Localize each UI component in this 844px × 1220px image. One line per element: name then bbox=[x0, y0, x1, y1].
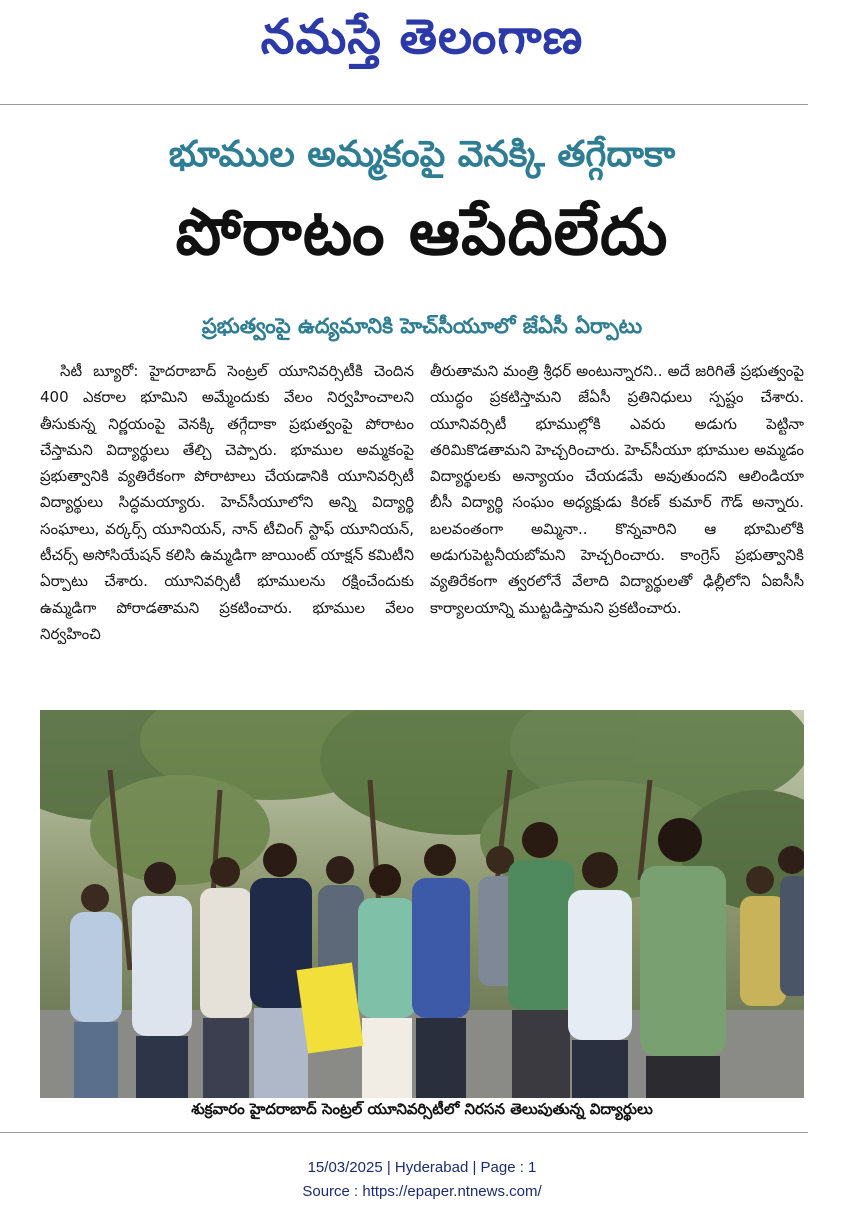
edition-info: 15/03/2025 | Hyderabad | Page : 1 bbox=[307, 1159, 537, 1176]
masthead-divider bbox=[0, 104, 808, 105]
page-footer bbox=[0, 1156, 844, 1204]
article-column-left bbox=[40, 358, 414, 694]
article-column-right bbox=[430, 358, 804, 694]
source-link[interactable]: Source : https://epaper.ntnews.com/ bbox=[302, 1183, 542, 1200]
newspaper-title: నమస్తే తెలంగాణ bbox=[260, 9, 584, 65]
footer-divider bbox=[0, 1132, 808, 1133]
article-paragraph-left: సిటీ బ్యూరో: హైదరాబాద్ సెంట్రల్ యూనివర్సిటీకి చెందిన 400 ఎకరాల భూమిని అమ్మేందుకు వేలం నిర్వహించాలని తీసుకున్న నిర్ణయంపై వెనక్కి తగ్గేదాకా ప్రభుత్వంపై పోరాటం చేస్తామని విద్యార్థులు తేల్చి చెప్పారు. భూముల అమ్మకంపై ప్రభుత్వానికి వ్యతిరేకంగా పోరాటాలు చేయడానికి యూనివర్సిటీ విద్యార్థులు సిద్ధమయ్యారు. హెచ్‌సీయూలోని అన్ని విద్యార్థి సంఘాలు, వర్కర్స్ యూనియన్, నాన్ టీచింగ్ స్టాఫ్ యూనియన్, టీచర్స్ అసోసియేషన్ కలిసి ఉమ్మడిగా జాయింట్ యాక్షన్ కమిటీని ఏర్పాటు చేశారు. యూనివర్సిటీ భూములను రక్షించేందుకు ఉమ్మడిగా పోరాడతామని ప్రకటించారు. భూముల వేలం నిర్వహించి bbox=[40, 362, 414, 643]
article-paragraph-right: తీరుతామని మంత్రి శ్రీధర్ అంటున్నారని.. అదే జరిగితే ప్రభుత్వంపై యుద్ధం ప్రకటిస్తామని జేఏసీ ప్రతినిధులు స్పష్టం చేశారు. యూనివర్సిటీ భూముల్లోకి ఎవరు అడుగు పెట్టినా తరిమికొడతామని హెచ్చరించారు. హెచ్‌సీయూ భూముల అమ్మడం విద్యార్థులకు అన్యాయం చేయడమే అవుతుందని ఆలిండియా బీసీ విద్యార్థి సంఘం అధ్యక్షుడు కిరణ్ కుమార్ గౌడ్ అన్నారు. బలవంతంగా అమ్మినా.. కొన్నవారిని ఆ భూమిలోకి అడుగుపెట్టనీయబోమని హెచ్చరించారు. కాంగ్రెస్ ప్రభుత్వానికి వ్యతిరేకంగా త్వరలోనే వేలాది విద్యార్థులతో ఢిల్లీలోని ఏఐసీసీ కార్యాలయాన్ని ముట్టడిస్తామని ప్రకటించారు. bbox=[430, 362, 804, 617]
protest-placard bbox=[296, 963, 363, 1054]
article-kicker: భూముల అమ్మకంపై వెనక్కి తగ్గేదాకా bbox=[168, 134, 676, 175]
article-body bbox=[40, 358, 804, 694]
protest-photo-illustration bbox=[40, 710, 804, 1098]
photo-caption: శుక్రవారం హైదరాబాద్ సెంట్రల్ యూనివర్సిటీలో నిరసన తెలుపుతున్న విద్యార్థులు bbox=[191, 1100, 653, 1118]
masthead bbox=[0, 0, 844, 86]
article-subhead: ప్రభుత్వంపై ఉద్యమానికి హెచ్‌సీయూలో జేఏసీ ఏర్పాటు bbox=[201, 314, 643, 338]
article-headline: పోరాటం ఆపేదిలేదు bbox=[175, 196, 669, 270]
protest-photo bbox=[40, 710, 804, 1098]
